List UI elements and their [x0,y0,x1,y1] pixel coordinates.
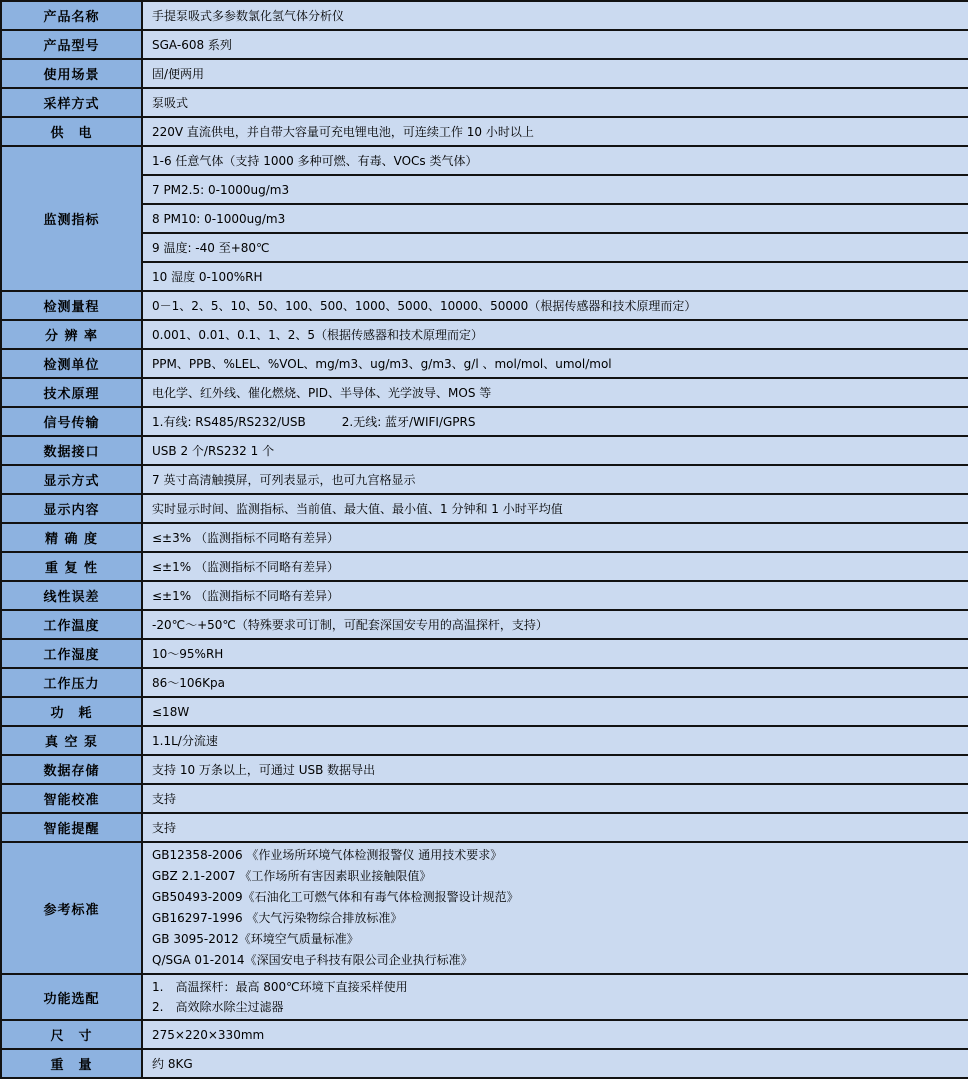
row-display-content [1,494,968,523]
row-detection-range [1,291,968,320]
spec-value-linearity-error: ≤±1% （监测指标不同略有差异） [142,581,968,610]
row-vacuum-pump [1,726,968,755]
spec-label-power-supply: 供 电 [1,117,142,146]
row-accuracy [1,523,968,552]
spec-label-repeatability: 重 复 性 [1,552,142,581]
row-repeatability [1,552,968,581]
spec-label-reference-standards: 参考标准 [1,842,142,974]
spec-label-power-consumption: 功 耗 [1,697,142,726]
spec-label-product-model: 产品型号 [1,30,142,59]
spec-value-data-storage: 支持 10 万条以上，可通过 USB 数据导出 [142,755,968,784]
spec-value-working-temperature: -20℃～+50℃（特殊要求可订制，可配套深国安专用的高温探杆，支持） [142,610,968,639]
spec-label-usage-scenario: 使用场景 [1,59,142,88]
row-smart-calibration [1,784,968,813]
spec-value-detection-range: 0－1、2、5、10、50、100、500、1000、5000、10000、50000（根据传感器和技术原理而定） [142,291,968,320]
row-working-humidity [1,639,968,668]
spec-value-working-humidity: 10～95%RH [142,639,968,668]
spec-label-optional-functions: 功能选配 [1,974,142,1020]
row-optional-functions [1,974,968,1020]
spec-label-weight: 重 量 [1,1049,142,1078]
reference-standard-item: GB12358-2006 《作业场所环境气体检测报警仪 通用技术要求》 [152,848,503,862]
row-monitoring-temperature [1,233,968,262]
spec-label-technical-principle: 技术原理 [1,378,142,407]
spec-label-linearity-error: 线性误差 [1,581,142,610]
spec-label-resolution: 分 辨 率 [1,320,142,349]
spec-label-data-storage: 数据存储 [1,755,142,784]
reference-standard-item: GB 3095-2012《环境空气质量标准》 [152,932,359,946]
spec-value-usage-scenario: 固/便两用 [142,59,968,88]
spec-value-monitoring-humidity: 10 湿度 0-100%RH [142,262,968,291]
spec-value-smart-reminder: 支持 [142,813,968,842]
spec-value-monitoring-gases: 1-6 任意气体（支持 1000 多种可燃、有毒、VOCs 类气体） [142,146,968,175]
spec-value-dimensions: 275×220×330mm [142,1020,968,1049]
spec-value-smart-calibration: 支持 [142,784,968,813]
spec-label-vacuum-pump: 真 空 泵 [1,726,142,755]
reference-standard-item: GB16297-1996 《大气污染物综合排放标准》 [152,911,403,925]
spec-value-monitoring-pm10: 8 PM10: 0-1000ug/m3 [142,204,968,233]
spec-value-repeatability: ≤±1% （监测指标不同略有差异） [142,552,968,581]
row-technical-principle [1,378,968,407]
spec-value-technical-principle: 电化学、红外线、催化燃烧、PID、半导体、光学波导、MOS 等 [142,378,968,407]
row-signal-transmission [1,407,968,436]
row-linearity-error [1,581,968,610]
spec-label-product-name: 产品名称 [1,1,142,30]
spec-label-working-temperature: 工作温度 [1,610,142,639]
row-dimensions [1,1020,968,1049]
row-data-interface [1,436,968,465]
spec-value-reference-standards [142,842,968,974]
reference-standard-item: Q/SGA 01-2014《深国安电子科技有限公司企业执行标准》 [152,953,473,967]
row-monitoring-pm10 [1,204,968,233]
spec-value-data-interface: USB 2 个/RS232 1 个 [142,436,968,465]
row-working-pressure [1,668,968,697]
spec-value-power-supply: 220V 直流供电，并自带大容量可充电锂电池，可连续工作 10 小时以上 [142,117,968,146]
spec-value-vacuum-pump: 1.1L/分流速 [142,726,968,755]
row-monitoring-pm25 [1,175,968,204]
spec-value-detection-units: PPM、PPB、%LEL、%VOL、mg/m3、ug/m3、g/m3、g/l 、mol/mol、umol/mol [142,349,968,378]
spec-value-display-mode: 7 英寸高清触摸屏，可列表显示，也可九宫格显示 [142,465,968,494]
spec-label-display-content: 显示内容 [1,494,142,523]
row-resolution [1,320,968,349]
spec-label-display-mode: 显示方式 [1,465,142,494]
spec-value-working-pressure: 86～106Kpa [142,668,968,697]
spec-label-data-interface: 数据接口 [1,436,142,465]
spec-label-detection-range: 检测量程 [1,291,142,320]
spec-value-weight: 约 8KG [142,1049,968,1078]
row-usage-scenario [1,59,968,88]
spec-label-smart-reminder: 智能提醒 [1,813,142,842]
row-product-name [1,1,968,30]
spec-value-resolution: 0.001、0.01、0.1、1、2、5（根据传感器和技术原理而定） [142,320,968,349]
spec-value-sampling-method: 泵吸式 [142,88,968,117]
spec-value-display-content: 实时显示时间、监测指标、当前值、最大值、最小值、1 分钟和 1 小时平均值 [142,494,968,523]
row-working-temperature [1,610,968,639]
spec-label-signal-transmission: 信号传输 [1,407,142,436]
row-power-supply [1,117,968,146]
spec-label-working-humidity: 工作湿度 [1,639,142,668]
row-display-mode [1,465,968,494]
row-monitoring-indicators [1,146,968,175]
spec-label-smart-calibration: 智能校准 [1,784,142,813]
row-power-consumption [1,697,968,726]
spec-value-accuracy: ≤±3% （监测指标不同略有差异） [142,523,968,552]
spec-value-power-consumption: ≤18W [142,697,968,726]
row-detection-units [1,349,968,378]
spec-value-monitoring-temperature: 9 温度: -40 至+80℃ [142,233,968,262]
row-reference-standards [1,842,968,974]
row-data-storage [1,755,968,784]
row-weight [1,1049,968,1078]
spec-label-accuracy: 精 确 度 [1,523,142,552]
spec-label-sampling-method: 采样方式 [1,88,142,117]
spec-label-monitoring-indicators: 监测指标 [1,146,142,291]
spec-label-detection-units: 检测单位 [1,349,142,378]
row-product-model [1,30,968,59]
spec-value-signal-transmission: 1.有线: RS485/RS232/USB 2.无线: 蓝牙/WIFI/GPRS [142,407,968,436]
optional-function-item: 1. 高温探杆：最高 800℃环境下直接采样使用 [152,980,408,994]
spec-value-monitoring-pm25: 7 PM2.5: 0-1000ug/m3 [142,175,968,204]
optional-function-item: 2. 高效除水除尘过滤器 [152,1000,284,1014]
reference-standard-item: GBZ 2.1-2007 《工作场所有害因素职业接触限值》 [152,869,432,883]
spec-value-product-name: 手提泵吸式多参数氯化氢气体分析仪 [142,1,968,30]
spec-value-optional-functions [142,974,968,1020]
row-monitoring-humidity [1,262,968,291]
spec-label-working-pressure: 工作压力 [1,668,142,697]
spec-label-dimensions: 尺 寸 [1,1020,142,1049]
row-sampling-method [1,88,968,117]
reference-standard-item: GB50493-2009《石油化工可燃气体和有毒气体检测报警设计规范》 [152,890,519,904]
row-smart-reminder [1,813,968,842]
spec-value-product-model: SGA-608 系列 [142,30,968,59]
